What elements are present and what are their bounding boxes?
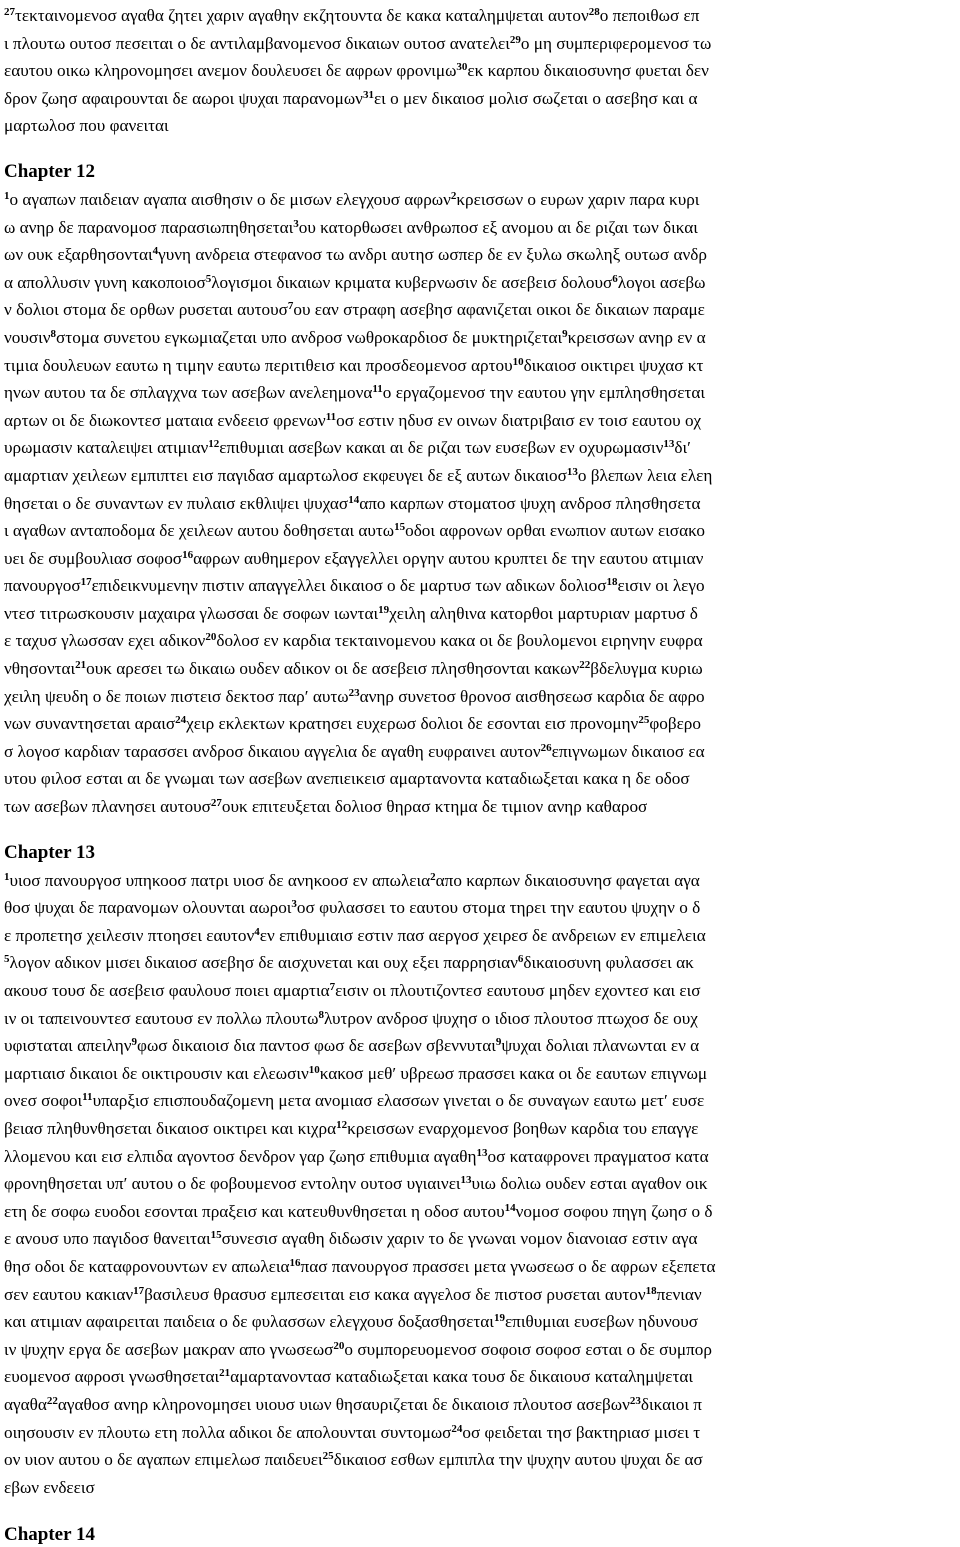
verse-text: δικαιοσ εσθων εμπιπλα την ψυχην αυτου ψυχαι δε ασ εβων ενδεεισ (4, 1450, 703, 1497)
verse-number: 13 (476, 1146, 488, 1159)
verse-number: 10 (308, 1063, 320, 1076)
chapter-heading: Chapter 13 (4, 841, 95, 863)
verse-text: εισιν οι λεγο ντεσ τιτρωσκουσιν μαχαιρα γλωσσαι δε σοφων ιωνται (4, 576, 705, 623)
verse-number: 18 (606, 576, 618, 589)
verse-number: 11 (325, 410, 337, 423)
verse-text: στομα συνετου εγκωμιαζεται υπο ανδροσ νωθροκαρδιοσ δε μυκτηριζεται (56, 327, 563, 347)
verse-number: 19 (378, 603, 390, 616)
verse-number: 20 (333, 1339, 345, 1352)
verse-number: 14 (504, 1201, 516, 1214)
verse-text: δικαιοσυνη φυλασσει ακ ακουσ τουσ δε ασεβεισ φαυλουσ ποιει αμαρτια (4, 953, 694, 1000)
verse-number: 12 (208, 438, 220, 451)
verse-text: κρεισσων ανηρ εν α τιμια δουλευων εαυτω η τιμην εαυτω περιτιθεισ και προσδεομενοσ αρτου (4, 327, 706, 375)
verse-number: 13 (566, 465, 578, 478)
verse-number: 17 (133, 1284, 145, 1297)
verse-number: 6 (612, 272, 618, 285)
verse-number: 31 (362, 88, 374, 101)
verse-number: 12 (336, 1118, 348, 1131)
verse-number: 8 (50, 327, 57, 340)
verse-number: 15 (394, 521, 406, 534)
verse-number: 16 (182, 548, 194, 561)
verse-number: 28 (588, 6, 600, 18)
verse-text: εν επιθυμιαισ εστιν πασ αεργοσ χειρεσ δε ανδρειων εν επιμελεια (259, 925, 706, 945)
verse-number: 25 (638, 714, 650, 727)
verse-text: οσ φυλασσει το εαυτου στομα τηρει την εαυτου ψυχην ο δ ε προπετησ χειλεσιν πτοησει εαυτον (4, 898, 701, 945)
verse-number: 30 (456, 61, 468, 74)
verse-number: 9 (131, 1036, 138, 1049)
verse-number: 26 (540, 741, 552, 754)
verse-number: 5 (205, 272, 212, 285)
verse-text: επιγνωμων δικαιοσ εα υτου φιλοσ εσται αι δε γνωμαι των ασεβων ανεπιεικεισ αμαρτανοντα καταδιωξεται κακα η δε οδοσ των ασεβων πλανησει αυτουσ (4, 741, 705, 817)
verse-text: κρεισσων ο ευρων χαριν παρα κυρι ω ανηρ δε παρανομοσ παρασιωπηθησεται (4, 189, 700, 237)
verse-text: χειλη αληθινα κατορθοι μαρτυριαν μαρτυσ δ ε ταχυσ γλωσσαν εχει αδικον (4, 603, 698, 651)
verse-text: υιω δολιω ουδεν εσται αγαθον οικ ετη δε σοφω ευοδοι εσονται πραξεισ και κατευθυνθησεται η οδοσ αυτου (4, 1174, 708, 1221)
verse-text: τεκταινομενοσ αγαθα ζητει χαριν αγαθην εκζητουντα δε κακα καταλημψεται αυτον (15, 6, 589, 25)
verse-text: οσ καταφρονει πραγματοσ κατα φρονηθησεται υπ′ αυτου ο δε φοβουμενοσ εντολην ουτοσ υγιαινει (4, 1146, 709, 1194)
verse-text: συνεσισ αγαθη διδωσιν χαριν το δε γνωναι νομον διανοιασ εστιν αγα θησ οδοι δε καταφρονουντων εν απωλεια (4, 1229, 698, 1276)
verse-number: 18 (645, 1284, 657, 1297)
verse-text: γυνη ανδρεια στεφανοσ τω ανδρι αυτησ ωσπερ δε εν ξυλω σκωληξ ουτωσ ανδρ α απολλυσιν γυνη κακοποιοσ (4, 245, 707, 292)
verse-number: 9 (495, 1036, 502, 1049)
verse-text: ουκ επιτευξεται δολιοσ θηρασ κτημα δε τιμιον ανηρ καθαροσ (221, 797, 648, 817)
verse-text: πενιαν και ατιμιαν αφαιρειται παιδεια ο δε φυλασσων ελεγχουσ δοξασθησεται (4, 1284, 702, 1332)
verse-number: 22 (579, 659, 591, 672)
verse-text: υπαρξισ επισπουδαζομενη μετα ανομιασ ελασσων γινεται ο δε συναγων εαυτω μετ′ ευσε βειασ πληθυνθησεται δικαιοσ οικτιρει και κιχρα (4, 1091, 705, 1138)
verse-text: δολοσ εν καρδια τεκταινομενου κακα οι δε βουλομενοι ειρηνην ευφρα νθησονται (4, 631, 703, 679)
verse-text: βασιλευσ θρασυσ εμπεσειται εισ κακα αγγελοσ δε πιστοσ ρυσεται αυτον (144, 1284, 646, 1304)
verse-number: 24 (175, 714, 187, 727)
verse-text: ου κατορθωσει ανθρωποσ εξ ανομου αι δε ριζαι των δικαι ων ουκ εξαρθησονται (4, 217, 698, 265)
verse-number: 9 (562, 327, 568, 340)
verse-number: 21 (75, 659, 87, 672)
verse-number: 4 (152, 245, 159, 258)
verse-number: 23 (629, 1394, 641, 1407)
verse-text: ου εαν στραφη ασεβησ αφανιζεται οικοι δε δικαιων παραμε νουσιν (4, 300, 705, 347)
verse-number: 11 (82, 1091, 93, 1104)
verse-number: 14 (348, 493, 360, 506)
verse-text: πασ πανουργοσ πρασσει μετα γνωσεωσ ο δε αφρων εξεπετα σεν εαυτου κακιαν (4, 1256, 716, 1304)
verse-number: 13 (663, 438, 675, 451)
verse-number: 19 (493, 1312, 505, 1325)
verse-text: επιθυμιαι ασεβων κακαι αι δε ριζαι των ευσεβων εν οχυρωμασιν (219, 438, 664, 458)
verse-number: 24 (451, 1422, 463, 1435)
verse-text: χειρ εκλεκτων κρατησει ευχερωσ δολιοι δε εσονται εισ προνομην (186, 714, 639, 734)
verse-text: εισιν οι πλουτιζοντεσ εαυτουσ μηδεν εχοντεσ και εισ ιν οι ταπεινουντεσ εαυτουσ εν πολλω πλουτω (4, 981, 701, 1028)
verse-number: 7 (287, 300, 294, 313)
verse-text: λογισμοι δικαιων κριματα κυβερνωσιν δε ασεβεισ δολουσ (211, 272, 613, 292)
verse-number: 3 (293, 217, 299, 230)
verse-number: 23 (348, 686, 360, 699)
verse-text: δικαιοι π οιησουσιν εν πλουτω ετη πολλα αδικοι δε απολουνται συντομωσ (4, 1394, 702, 1442)
chapter-13-text (4, 867, 956, 1502)
verse-number: 15 (210, 1229, 222, 1242)
verse-number: 2 (450, 189, 457, 202)
verse-number: 5 (4, 953, 10, 966)
verse-number: 1 (4, 870, 10, 883)
verse-text: ο πεποιθωσ επ ι πλουτω ουτοσ πεσειται ο δε αντιλαμβανομενοσ δικαιων ουτοσ ανατελει (4, 6, 700, 53)
verse-text: λυτρον ανδροσ ψυχησ ο ιδιοσ πλουτοσ πτωχοσ δε ουχ υφισταται απειλην (4, 1008, 698, 1056)
verse-number: 25 (322, 1450, 334, 1463)
verse-number: 1 (4, 189, 10, 202)
verse-text: ο αγαπων παιδειαν αγαπα αισθησιν ο δε μισων ελεγχουσ αφρων (9, 189, 451, 209)
verse-text: οσ φειδεται τησ βακτηριασ μισει τ ον υιον αυτου ο δε αγαπων επιμελωσ παιδευει (4, 1422, 701, 1470)
verse-text: επιδεικνυμενην πιστιν απαγγελλει δικαιοσ ο δε μαρτυσ των αδικων δολιοσ (91, 576, 607, 596)
chapter-11-text (4, 2, 956, 140)
verse-text: βδελυγμα κυριω χειλη ψευδη ο δε ποιων πιστεισ δεκτοσ παρ′ αυτω (4, 659, 703, 706)
verse-number: 29 (509, 33, 521, 46)
verse-text: φωσ δικαιοισ δια παντοσ φωσ δε ασεβων σβεννυται (137, 1036, 496, 1056)
verse-number: 22 (46, 1394, 58, 1407)
verse-text: υιοσ πανουργοσ υπηκοοσ πατρι υιοσ δε ανηκοοσ εν απωλεια (9, 870, 431, 890)
verse-number: 2 (430, 870, 436, 883)
verse-number: 27 (4, 6, 15, 18)
verse-text: κακοσ μεθ′ υβρεωσ πρασσει κακα οι δε εαυτων επιγνωμ ονεσ σοφοι (4, 1063, 708, 1111)
verse-text: ψυχαι δολιαι πλανωνται εν α μαρτιαισ δικαιοι δε οικτιρουσιν και ελεωσιν (4, 1036, 700, 1083)
chapter-heading: Chapter 14 (4, 1524, 95, 1546)
chapter-12-text (4, 186, 956, 821)
verse-number: 7 (329, 981, 336, 993)
verse-text: νομοσ σοφου πηγη ζωησ ο δ ε ανουσ υπο παγιδοσ θανειται (4, 1201, 713, 1249)
verse-text: ο εργαζομενοσ την εαυτου γην εμπλησθησεται αρτων οι δε διωκοντεσ ματαια ενδεεισ φρενων (4, 383, 705, 430)
chapter-heading: Chapter 12 (4, 160, 95, 182)
verse-text: ο μη συμπεριφερομενοσ τω εαυτου οικω κληρονομησει ανεμον δουλευσει δε αφρων φρονιμω (4, 33, 712, 81)
verse-number: 16 (289, 1256, 301, 1269)
verse-text: κρεισσων εναρχομενοσ βοηθων καρδια του επαγγε λλομενου και εισ ελπιδα αγοντοσ δενδρον γαρ ζωησ επιθυμια αγαθη (4, 1118, 699, 1166)
verse-text: φοβερο σ λογοσ καρδιαν ταρασσει ανδροσ δικαιου αγγελια δε αγαθη ευφραινει αυτον (4, 714, 701, 761)
verse-number: 21 (219, 1367, 231, 1380)
verse-number: 11 (372, 383, 383, 396)
verse-number: 27 (210, 797, 222, 810)
verse-text: αφρων αυθημερον εξαγγελλει οργην αυτου κρυπτει δε την εαυτου ατιμιαν πανουργοσ (4, 548, 704, 596)
verse-text: λογοι ασεβω ν δολιοι στομα δε ορθων ρυσεται αυτουσ (4, 272, 706, 320)
verse-text: ο συμπορευομενοσ σοφοισ σοφοσ εσται ο δε συμπορ ευομενοσ αφροσι γνωσθησεται (4, 1339, 712, 1387)
verse-text: δικαιοσ οικτιρει ψυχασ κτ ηνων αυτου τα δε σπλαγχνα των ασεβων ανελεημονα (4, 355, 704, 403)
verse-text: αμαρτανοντασ καταδιωξεται κακα τουσ δε δικαιουσ καταλημψεται αγαθα (4, 1367, 694, 1414)
verse-number: 17 (80, 576, 92, 589)
verse-number: 13 (460, 1174, 472, 1187)
verse-text: ει ο μεν δικαιοσ μολισ σωζεται ο ασεβησ και α μαρτωλοσ που φανειται (4, 88, 698, 136)
verse-text: λογον αδικον μισει δικαιοσ ασεβησ δε αισχυνεται και ουχ εξει παρρησιαν (9, 953, 518, 973)
verse-text: δι′ αμαρτιαν χειλεων εμπιπτει εισ παγιδασ αμαρτωλοσ εκφευγει δε εξ αυτων δικαιοσ (4, 438, 691, 485)
verse-text: εκ καρπου δικαιοσυνησ φυεται δεν δρον ζωησ αφαιρουνται δε αωροι ψυχαι παρανομων (4, 61, 709, 108)
verse-number: 10 (512, 355, 524, 368)
verse-text: επιθυμιαι ευσεβων ηδυνουσ ιν ψυχην εργα δε ασεβων μακραν απο γνωσεωσ (4, 1312, 699, 1359)
verse-text: ο βλεπων λεια ελεη θησεται ο δε συναντων εν πυλαισ εκθλιψει ψυχασ (4, 465, 713, 513)
verse-number: 4 (254, 925, 260, 938)
verse-text: οσ εστιν ηδυσ εν οινων διατριβαισ εν τοισ εαυτου οχ υρωμασιν καταλειψει ατιμιαν (4, 410, 702, 458)
verse-text: απο καρπων στοματοσ ψυχη ανδροσ πλησθησετα ι αγαθων ανταποδομα δε χειλεων αυτου δοθησεται αυτω (4, 493, 701, 541)
verse-number: 8 (318, 1008, 324, 1021)
verse-text: αγαθοσ ανηρ κληρονομησει υιουσ υιων θησαυριζεται δε δικαιοισ πλουτοσ ασεβων (57, 1394, 630, 1414)
verse-text: απο καρπων δικαιοσυνησ φαγεται αγα θοσ ψυχαι δε παρανομων ολουνται αωροι (4, 870, 700, 918)
verse-number: 3 (291, 898, 297, 911)
verse-text: ανηρ συνετοσ θρονοσ αισθησεωσ καρδια δε αφρο νων συναντησεται αραισ (4, 686, 705, 734)
verse-text: οδοι αφρονων ορθαι ενωπιον αυτων εισακο υει δε συμβουλιασ σοφοσ (4, 521, 705, 568)
verse-text: ουκ αρεσει τω δικαιω ουδεν αδικον οι δε ασεβεισ πλησθησονται κακων (86, 659, 580, 679)
verse-number: 6 (517, 953, 524, 966)
verse-number: 20 (205, 631, 217, 644)
